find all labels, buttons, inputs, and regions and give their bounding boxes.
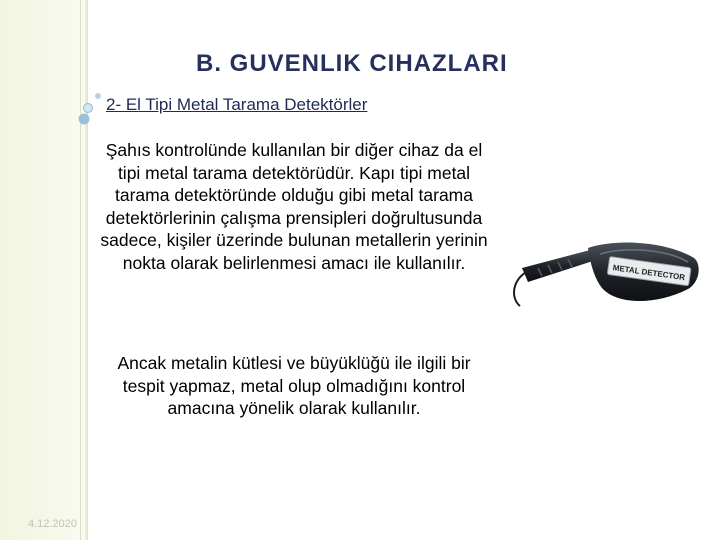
panel-divider — [80, 0, 81, 540]
body-paragraph-2: Ancak metalin kütlesi ve büyüklüğü ile ilgili bir tespit yapmaz, metal olup olmadığını kontrol amacına yönelik olarak kullanılır. — [117, 353, 471, 418]
slide-title: B. GUVENLIK CIHAZLARI — [196, 50, 508, 77]
slide-subtitle: 2- El Tipi Metal Tarama Detektörler — [106, 95, 368, 114]
bullet-dots-icon — [74, 90, 104, 126]
slide-date: 4.12.2020 — [28, 518, 77, 530]
body-paragraph-1: Şahıs kontrolünde kullanılan bir diğer cihaz da el tipi metal tarama detektörüdür. Kapı tipi metal tarama detektöründe olduğu gibi metal tarama detektörlerinin çalışma prensipleri doğrultusunda sadece, kişiler üzerinde bulunan metallerin yerinin nokta olarak belirlenmesi amacı ile kullanılır. — [100, 140, 488, 273]
left-decorative-panel — [0, 0, 88, 540]
metal-detector-image — [508, 228, 708, 328]
detector-label: METAL DETECTOR — [612, 263, 686, 283]
